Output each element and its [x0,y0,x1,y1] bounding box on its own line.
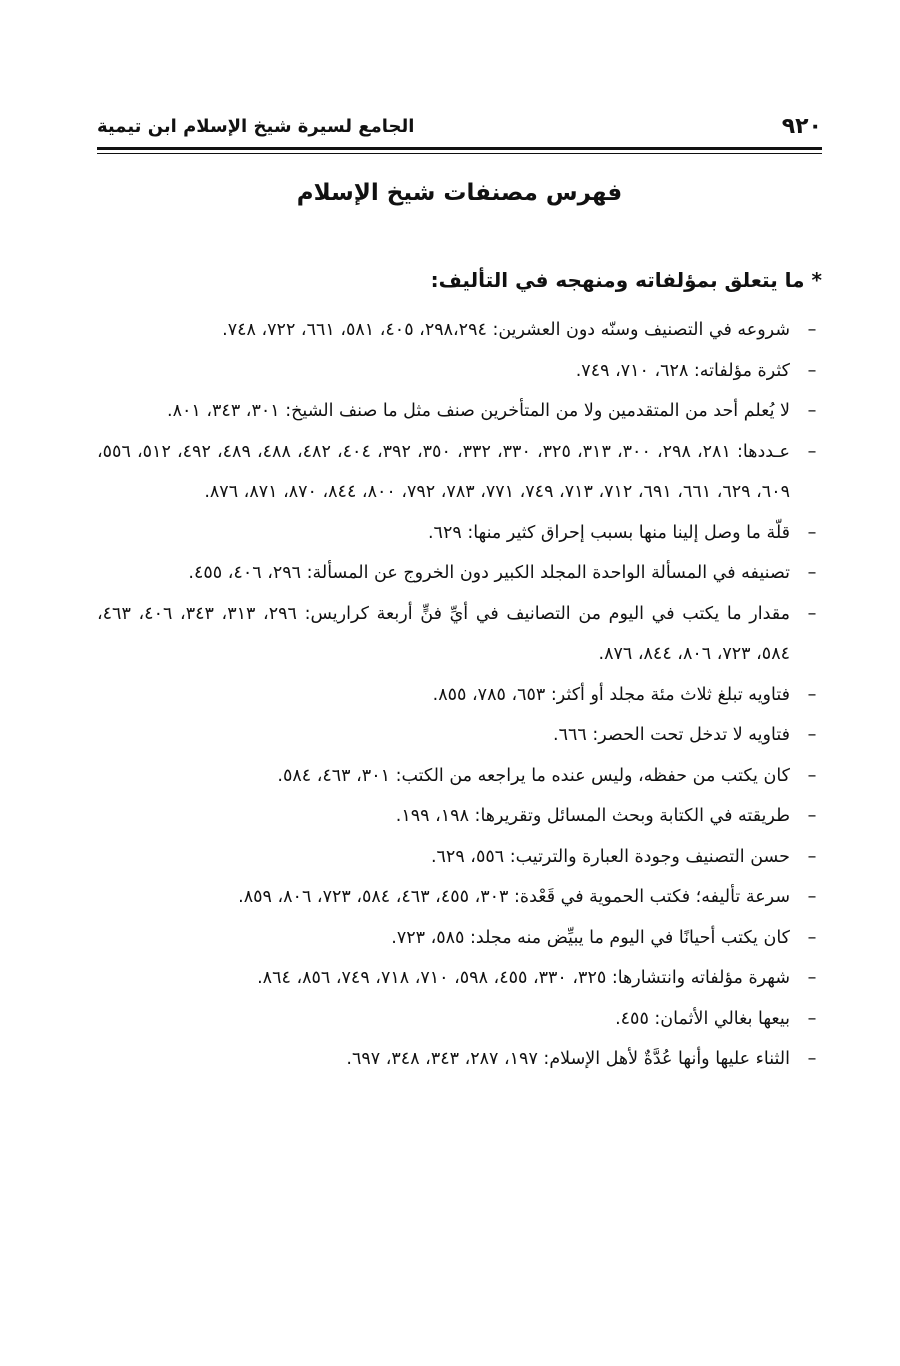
entry-text: سرعة تأليفه؛ فكتب الحموية في قَعْدة: ٣٠٣، ٤٥٥، ٤٦٣، ٥٨٤، ٧٢٣، ٨٠٦، ٨٥٩. [238,887,790,907]
entry-dash: – [807,1049,817,1069]
entry-text: حسن التصنيف وجودة العبارة والترتيب: ٥٥٦، ٦٢٩. [430,846,790,867]
entry-dash: – [807,522,817,543]
entry-text: قلّة ما وصل إلينا منها بسبب إحراق كثير منها: ٦٢٩. [427,522,790,543]
entry-dash: – [807,806,817,826]
page-number: ٩٢٠ [781,114,822,139]
entry-dash: – [807,846,817,867]
entry-dash: – [807,320,817,340]
index-entry [97,351,822,392]
header-rule-thin [97,153,822,154]
entry-text: لا يُعلم أحد من المتقدمين ولا من المتأخرين صنف مثل ما صنف الشيخ: ٣٠١، ٣٤٣، ٨٠١. [167,401,790,421]
section-heading: * ما يتعلق بمؤلفاته ومنهجه في التأليف: [430,268,822,292]
entry-dash: – [807,927,817,948]
index-entry [97,756,822,797]
index-entry [97,918,822,959]
entry-dash: – [807,968,817,988]
entry-text: كان يكتب أحيانًا في اليوم ما يبيِّض منه مجلد: ٥٨٥، ٧٢٣. [391,927,790,948]
index-entry [97,837,822,878]
entry-dash: – [807,725,817,745]
index-entry [97,310,822,351]
entry-dash: – [807,684,817,705]
header-rule-thick [97,147,822,150]
index-entry [97,594,822,675]
page-title: فهرس مصنفات شيخ الإسلام [296,180,623,206]
index-entry [97,796,822,837]
index-entry [97,553,822,594]
entry-text: الثناء عليها وأنها عُدَّةٌ لأهل الإسلام: ١٩٧، ٢٨٧، ٣٤٣، ٣٤٨، ٦٩٧. [346,1049,790,1069]
entry-text: تصنيفه في المسألة الواحدة المجلد الكبير دون الخروج عن المسألة: ٢٩٦، ٤٠٦، ٤٥٥. [188,563,790,583]
index-entry [97,675,822,716]
index-entry [97,999,822,1040]
entry-text: شهرة مؤلفاته وانتشارها: ٣٢٥، ٣٣٠، ٤٥٥، ٥٩٨، ٧١٠، ٧١٨، ٧٤٩، ٨٥٦، ٨٦٤. [257,968,790,988]
index-entry [97,1039,822,1080]
index-entry [97,391,822,432]
index-entry [97,877,822,918]
entry-dash: – [807,441,817,462]
entry-text: طريقته في الكتابة وبحث المسائل وتقريرها: ١٩٨، ١٩٩. [395,806,790,826]
entry-text: مقدار ما يكتب في اليوم من التصانيف في أيِّ فنٍّ أربعة كراريس: ٢٩٦، ٣١٣، ٣٤٣، ٤٠٦، ٤٦٣، ٥٨٤، ٧٢٣، ٨٠٦، ٨٤٤، ٨٧٦. [97,603,791,664]
entry-text: فتاويه تبلغ ثلاث مئة مجلد أو أكثر: ٦٥٣، ٧٨٥، ٨٥٥. [432,684,790,705]
entry-dash: – [807,887,817,907]
entry-dash: – [807,603,817,624]
index-entry [97,513,822,554]
entry-text: عـددها: ٢٨١، ٢٩٨، ٣٠٠، ٣١٣، ٣٢٥، ٣٣٠، ٣٣٢، ٣٥٠، ٣٩٢، ٤٠٤، ٤٨٢، ٤٨٨، ٤٨٩، ٤٩٢، ٥١٢، ٥٥٦، ٦٠٩، ٦٢٩، ٦٦١، ٦٩١، ٧١٢، ٧١٣، ٧٤٩، ٧٧١، ٧٨٣، ٧٩٢، ٨٠٠، ٨٤٤، ٨٧٠، ٨٧١، ٨٧٦. [97,441,791,502]
entry-text: كثرة مؤلفاته: ٦٢٨، ٧١٠، ٧٤٩. [575,360,790,381]
running-title: الجامع لسيرة شيخ الإسلام ابن تيمية [97,116,415,137]
index-entries [97,310,822,1080]
index-entry [97,958,822,999]
index-entry [97,432,822,513]
entry-text: شروعه في التصنيف وسنّه دون العشرين: ٢٩٨،٢٩٤، ٤٠٥، ٥٨١، ٦٦١، ٧٢٢، ٧٤٨. [222,320,790,340]
entry-dash: – [807,401,817,421]
index-entry [97,715,822,756]
entry-dash: – [807,1008,817,1029]
entry-dash: – [807,360,817,381]
entry-dash: – [807,563,817,583]
entry-text: كان يكتب من حفظه، وليس عنده ما يراجعه من الكتب: ٣٠١، ٤٦٣، ٥٨٤. [277,765,790,786]
entry-text: فتاويه لا تدخل تحت الحصر: ٦٦٦. [553,725,790,745]
entry-text: بيعها بغالي الأثمان: ٤٥٥. [615,1008,790,1029]
entry-dash: – [807,765,817,786]
page-header [97,108,822,144]
